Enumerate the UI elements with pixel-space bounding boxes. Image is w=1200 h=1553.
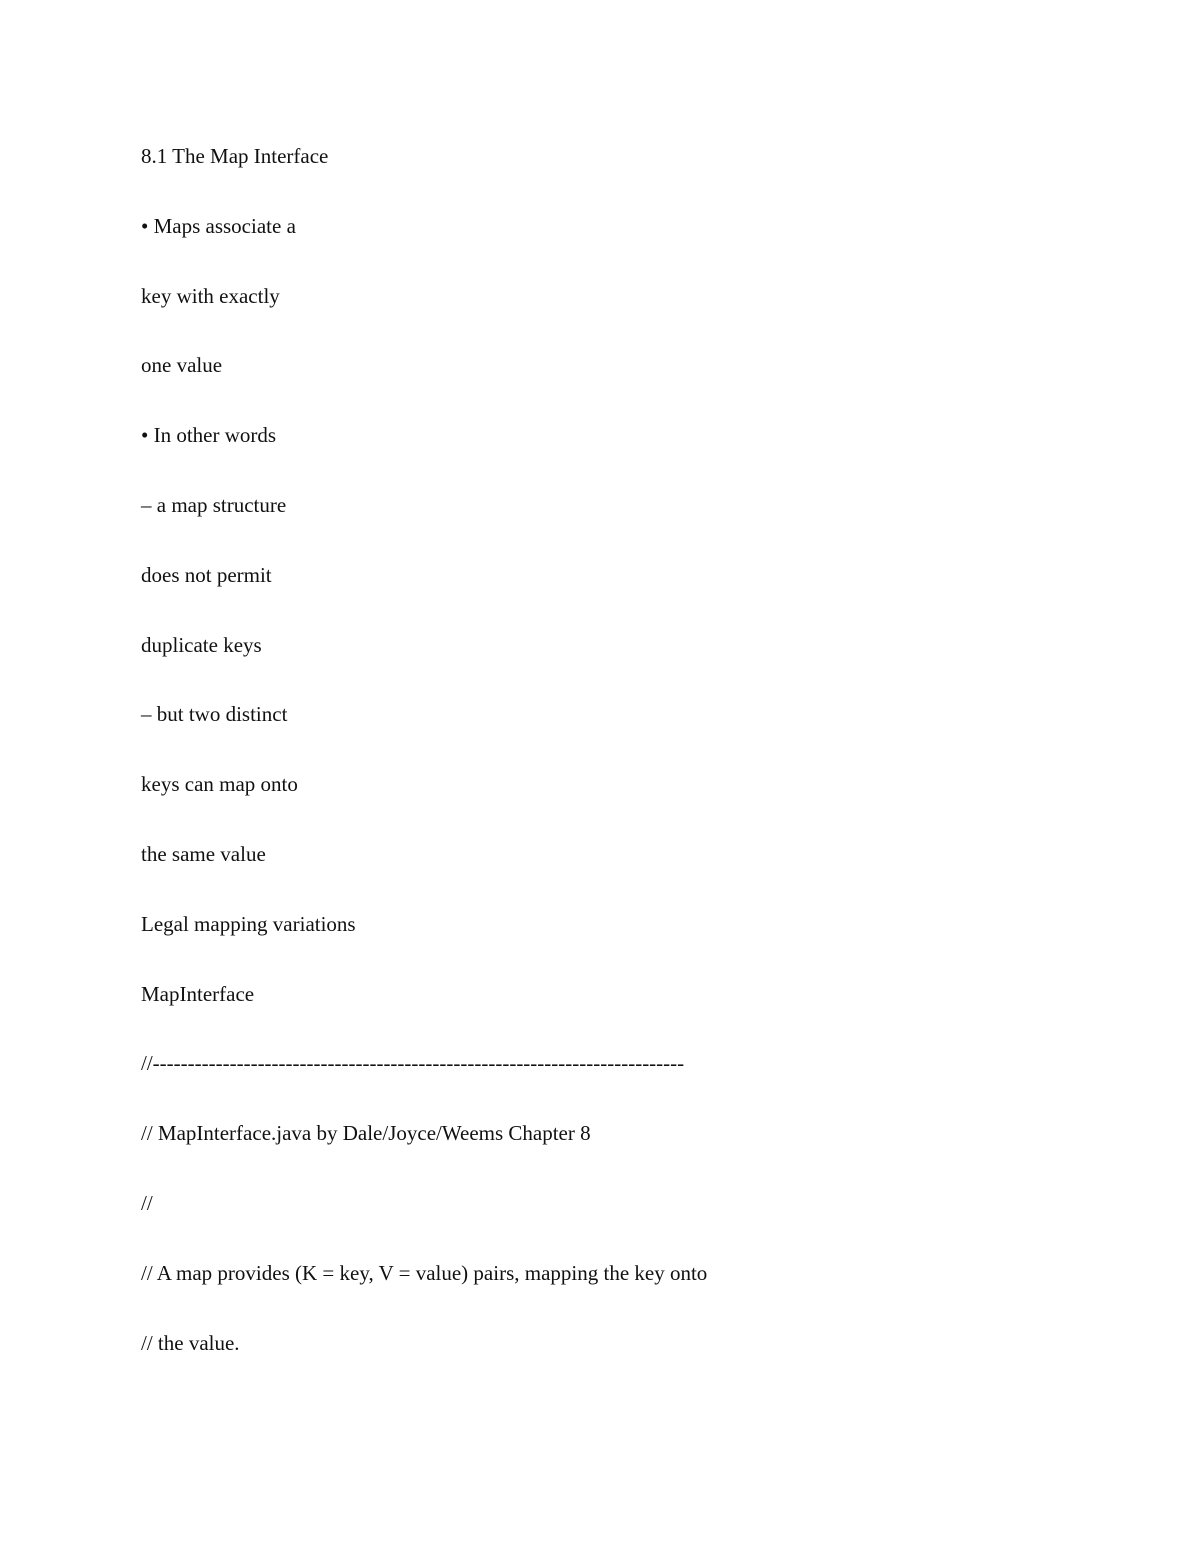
code-comment-line: // MapInterface.java by Dale/Joyce/Weems Chapter 8 — [141, 1121, 591, 1146]
text-line: the same value — [141, 841, 266, 866]
code-comment-line: // the value. — [141, 1330, 240, 1355]
text-line: Legal mapping variations — [141, 911, 356, 936]
text-line: duplicate keys — [141, 632, 262, 657]
section-heading: 8.1 The Map Interface — [141, 144, 329, 168]
text-line: MapInterface — [141, 981, 255, 1006]
code-comment-line: // — [141, 1190, 153, 1215]
document-body — [141, 141, 1101, 1397]
text-line: one value — [141, 353, 223, 378]
text-line: – a map structure — [141, 492, 287, 517]
text-line: • Maps associate a — [141, 213, 296, 238]
text-line: key with exactly — [141, 283, 280, 308]
text-line: – but two distinct — [141, 702, 288, 727]
text-line: • In other words — [141, 423, 277, 448]
text-line: does not permit — [141, 562, 272, 587]
code-comment-line: // A map provides (K = key, V = value) pairs, mapping the key onto — [141, 1260, 708, 1285]
text-line: keys can map onto — [141, 772, 298, 797]
code-comment-line: //---------------------------------------------------------------------------- — [141, 1051, 685, 1076]
